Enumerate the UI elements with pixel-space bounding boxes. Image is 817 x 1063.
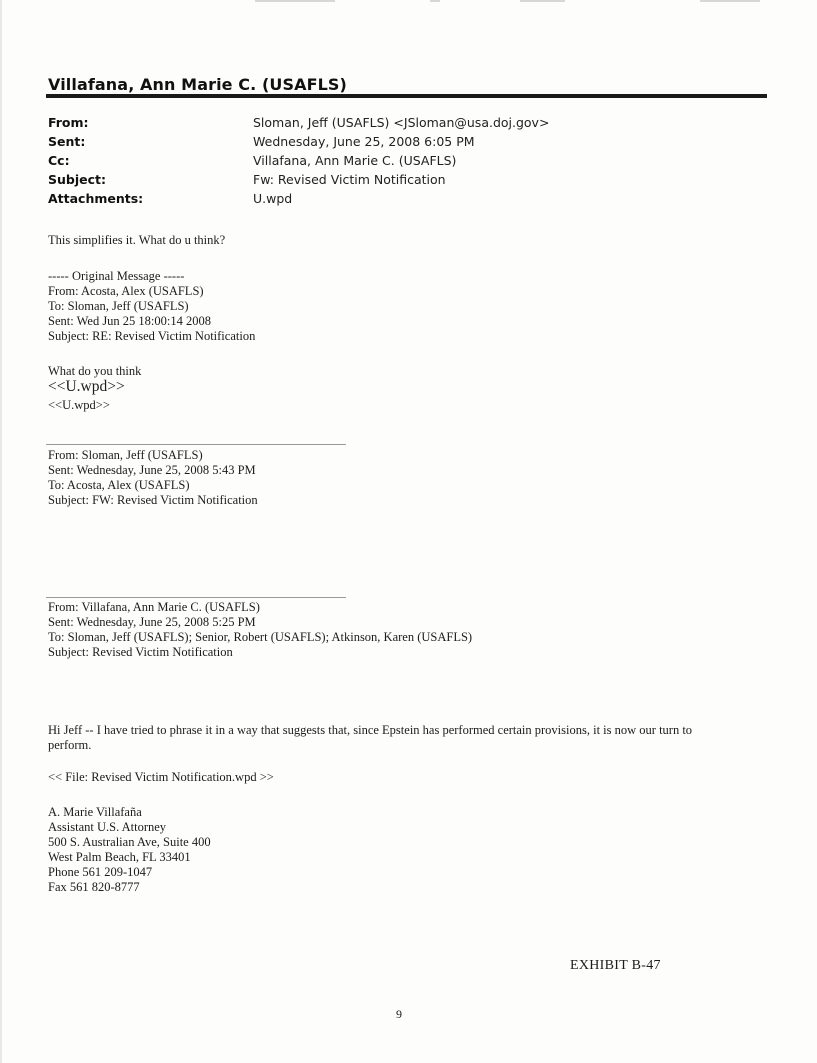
field-subject xyxy=(48,170,748,189)
fw1-sent: Sent: Wednesday, June 25, 2008 5:43 PM xyxy=(48,463,256,477)
scan-mark xyxy=(255,0,335,2)
original-message-header: ----- Original Message ----- xyxy=(48,269,185,283)
email-header-fields xyxy=(48,113,748,208)
header-rule xyxy=(46,94,767,98)
field-value: Wednesday, June 25, 2008 6:05 PM xyxy=(253,134,475,149)
attachment-link[interactable]: U.wpd xyxy=(253,191,293,206)
field-attachments xyxy=(48,189,748,208)
fw2-to: To: Sloman, Jeff (USAFLS); Senior, Robert (USAFLS); Atkinson, Karen (USAFLS) xyxy=(48,630,473,644)
signature-name: A. Marie Villafaña xyxy=(48,805,142,819)
signature-block xyxy=(48,805,211,895)
field-value: Fw: Revised Victim Notification xyxy=(253,172,446,187)
original-from: From: Acosta, Alex (USAFLS) xyxy=(48,284,204,298)
exhibit-label: EXHIBIT B-47 xyxy=(570,958,661,973)
field-value: Sloman, Jeff (USAFLS) <JSloman@usa.doj.gov> xyxy=(253,115,550,130)
attachment-ref-large[interactable]: <<U.wpd>> xyxy=(48,378,125,395)
original-message-block xyxy=(48,269,255,344)
field-value: Villafana, Ann Marie C. (USAFLS) xyxy=(253,153,457,168)
forward-block-1 xyxy=(48,448,258,508)
field-cc xyxy=(48,151,748,170)
fw1-from: From: Sloman, Jeff (USAFLS) xyxy=(48,448,203,462)
signature-address: 500 S. Australian Ave, Suite 400 xyxy=(48,835,211,849)
signature-fax: Fax 561 820-8777 xyxy=(48,880,140,894)
fw2-from: From: Villafana, Ann Marie C. (USAFLS) xyxy=(48,600,260,614)
file-reference[interactable]: << File: Revised Victim Notification.wpd >> xyxy=(48,770,274,784)
scan-mark xyxy=(430,0,440,2)
field-label: Cc: xyxy=(48,153,70,168)
message-line: perform. xyxy=(48,738,92,752)
page-number: 9 xyxy=(396,1007,402,1021)
field-label: Sent: xyxy=(48,134,86,149)
original-sent: Sent: Wed Jun 25 18:00:14 2008 xyxy=(48,314,212,328)
signature-city: West Palm Beach, FL 33401 xyxy=(48,850,191,864)
field-label: Attachments: xyxy=(48,191,144,206)
message-line: Hi Jeff -- I have tried to phrase it in a way that suggests that, since Epstein has performed certain provisions, it is now our turn to xyxy=(48,723,693,737)
signature-title: Assistant U.S. Attorney xyxy=(48,820,167,834)
scan-mark xyxy=(700,0,760,2)
separator-line xyxy=(46,444,346,445)
signature-phone: Phone 561 209-1047 xyxy=(48,865,153,879)
original-subject: Subject: RE: Revised Victim Notification xyxy=(48,329,256,343)
fw1-subject: Subject: FW: Revised Victim Notification xyxy=(48,493,258,507)
field-sent xyxy=(48,132,748,151)
field-from xyxy=(48,113,748,132)
scan-mark xyxy=(520,0,565,2)
fw2-sent: Sent: Wednesday, June 25, 2008 5:25 PM xyxy=(48,615,256,629)
original-to: To: Sloman, Jeff (USAFLS) xyxy=(48,299,189,313)
mailbox-owner-title: Villafana, Ann Marie C. (USAFLS) xyxy=(48,75,347,94)
question-text: What do you think xyxy=(48,364,142,378)
field-label: Subject: xyxy=(48,172,106,187)
field-label: From: xyxy=(48,115,89,130)
intro-text: This simplifies it. What do u think? xyxy=(48,233,226,247)
attachment-ref-small[interactable]: <<U.wpd>> xyxy=(48,398,110,412)
fw2-subject: Subject: Revised Victim Notification xyxy=(48,645,233,659)
fw1-to: To: Acosta, Alex (USAFLS) xyxy=(48,478,190,492)
message-body xyxy=(48,723,692,753)
separator-line xyxy=(46,597,346,598)
scan-edge xyxy=(0,0,2,1063)
forward-block-2 xyxy=(48,600,472,660)
